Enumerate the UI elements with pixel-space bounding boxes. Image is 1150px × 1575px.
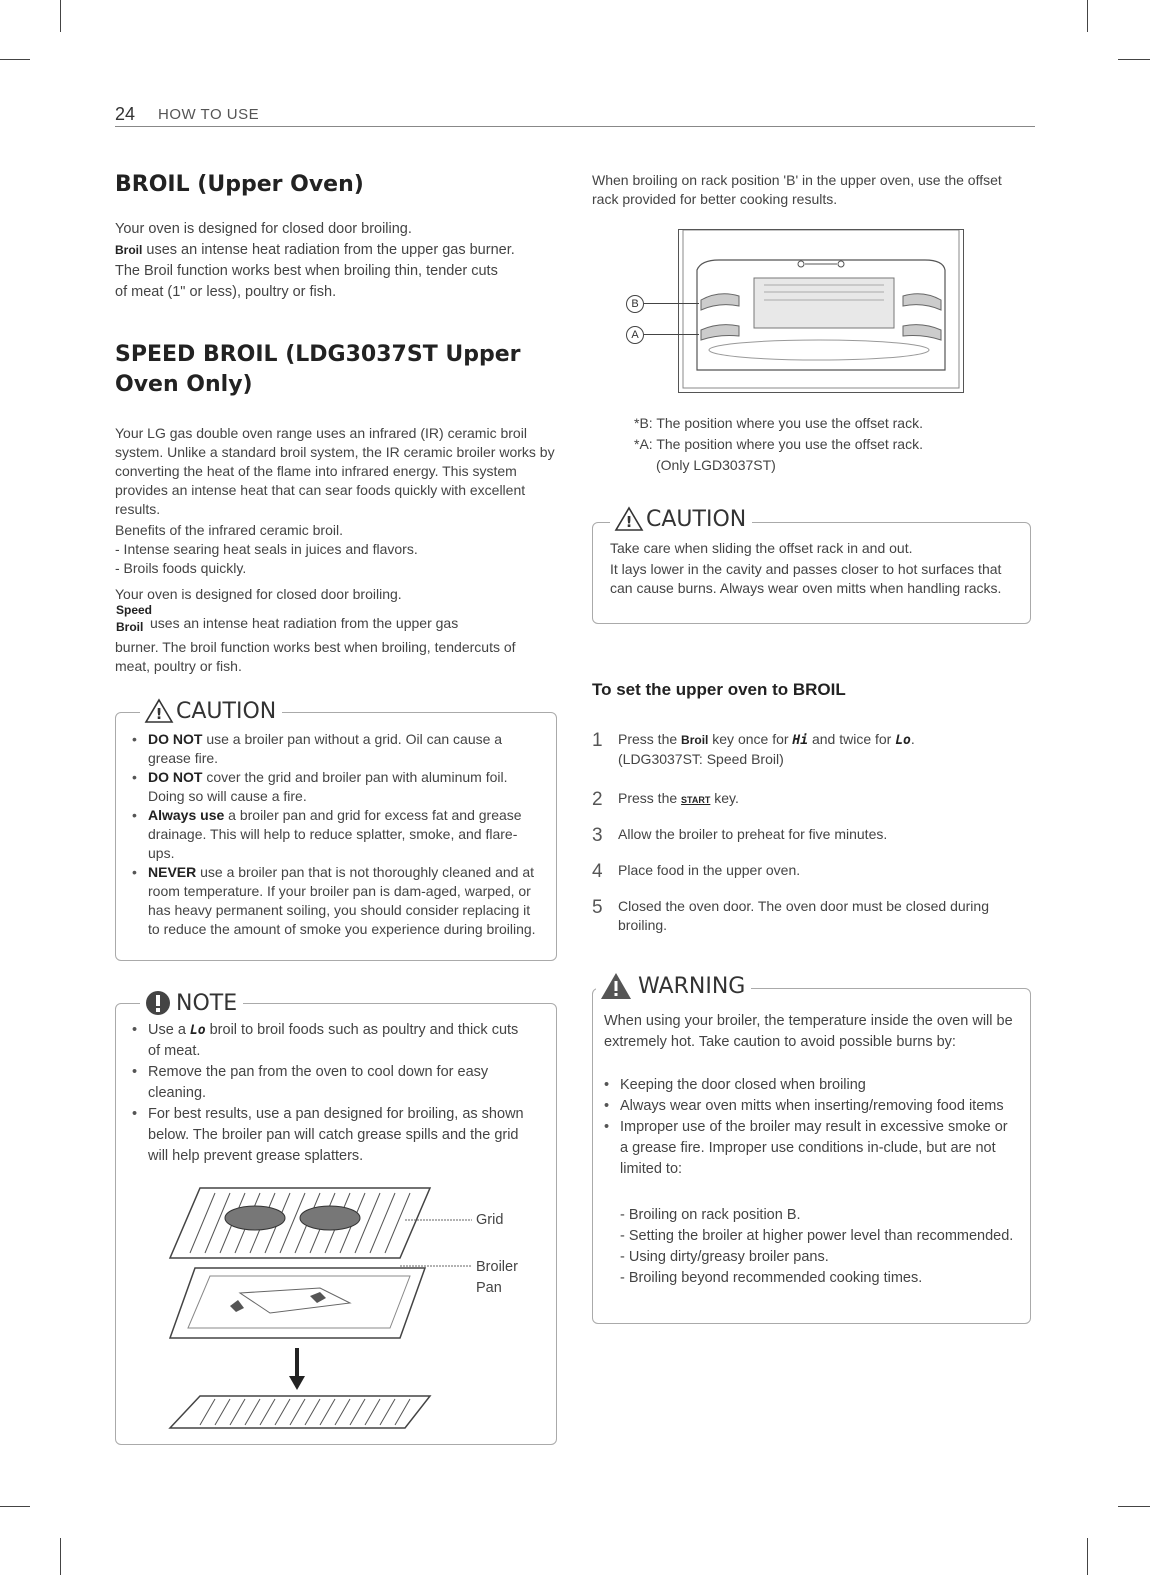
leader-line-b — [644, 303, 699, 304]
step-text-part: key once for — [712, 731, 789, 747]
oven-figure — [678, 229, 964, 393]
step-number: 4 — [592, 861, 603, 882]
note-text: broil to broil foods such as poultry and thick cuts of meat. — [148, 1022, 519, 1059]
note-item: • For best results, use a pan designed for broiling, as shown below. The broiler pan will catch grease spills and the grid will help prevent grease splatters. — [128, 1104, 528, 1167]
crop-mark — [60, 1538, 61, 1575]
step-number: 5 — [592, 897, 603, 918]
crop-mark — [1118, 59, 1150, 60]
caution-item — [128, 806, 538, 863]
caution-text: use a broiler pan that is not thoroughly cleaned and at room temperature. If your broiler pan is dam-aged, warped, or has heavy permanent soiling, you should consider replacing it to reduce the amount of smoke you experience during broiling. — [148, 864, 536, 937]
speed-broil-key-text: uses an intense heat radiation from the upper gas — [150, 615, 459, 631]
caution-item — [128, 863, 538, 939]
step-number: 1 — [592, 730, 603, 751]
warning-intro: When using your broiler, the temperature inside the oven will be extremely hot. Take caution to avoid possible burns by: — [604, 1013, 1013, 1050]
note-title-text: NOTE — [176, 990, 238, 1016]
broil-line — [115, 240, 565, 261]
caution-emph: NEVER — [148, 864, 197, 880]
warning-triangle-icon — [614, 506, 644, 532]
footnotes — [634, 413, 923, 476]
caution-title-text: CAUTION — [176, 698, 277, 724]
warning-title-text: WARNING — [638, 973, 746, 999]
warning-item: • Improper use of the broiler may result in excessive smoke or a grease fire. Improper use conditions in-clude, but are not limited to: — [600, 1117, 1015, 1180]
grid-label: Grid — [476, 1212, 504, 1228]
crop-mark — [0, 59, 30, 60]
footnote-b: *B: The position where you use the offset rack. — [634, 415, 923, 431]
benefits-block — [115, 521, 555, 578]
caution-right-text — [610, 539, 1015, 598]
speed-broil-heading-line: SPEED BROIL (LDG3037ST Upper — [115, 342, 521, 367]
svg-text:!: ! — [155, 705, 163, 723]
crop-mark — [60, 0, 61, 32]
section-title: HOW TO USE — [158, 106, 260, 123]
note-item — [128, 1020, 528, 1062]
set-broil-heading: To set the upper oven to BROIL — [592, 680, 846, 699]
crop-mark — [1087, 0, 1088, 32]
broil-line: The Broil function works best when broiling thin, tender cuts — [115, 263, 498, 279]
warning-triangle-icon — [600, 972, 632, 1000]
warning-subitem: - Using dirty/greasy broiler pans. — [620, 1249, 829, 1265]
step-4 — [592, 861, 1012, 882]
broil-line: Your oven is designed for closed door broiling. — [115, 221, 412, 237]
broil-heading: BROIL (Upper Oven) — [115, 172, 364, 197]
caution-emph: Always use — [148, 807, 225, 823]
caution-list — [128, 730, 538, 939]
caution-text: cover the grid and broiler pan with aluminum foil. Doing so will cause a fire. — [148, 769, 508, 804]
step-2 — [592, 789, 1012, 810]
caution-item — [128, 768, 538, 806]
broil-line-text: uses an intense heat radiation from the upper gas burner. — [146, 242, 515, 258]
rack-label-b — [626, 295, 644, 313]
rack-label-b-text: B — [631, 298, 639, 310]
step-text-part: Press the — [618, 731, 678, 747]
warning-title — [596, 972, 751, 1000]
header-rule — [115, 126, 1035, 127]
benefits-title: Benefits of the infrared ceramic broil. — [115, 522, 343, 538]
note-list — [128, 1020, 528, 1167]
broil-line: of meat (1" or less), poultry or fish. — [115, 284, 337, 300]
warning-triangle-icon — [144, 698, 174, 724]
caution-title — [610, 506, 752, 532]
step-number: 2 — [592, 789, 603, 810]
step-text-part: Press the — [618, 790, 678, 806]
hi-symbol: Hi — [792, 733, 809, 748]
caution-emph: DO NOT — [148, 769, 203, 785]
caution-text: a broiler pan and grid for excess fat and grease drainage. This will help to reduce splatter, smoke, and flare-ups. — [148, 807, 522, 861]
broil-key: Broil — [115, 243, 143, 257]
caution-right-line: It lays lower in the cavity and passes closer to hot surfaces that can cause burns. Always wear oven mitts when handling racks. — [610, 561, 1002, 596]
step-text-part: and twice for — [811, 731, 892, 747]
broiler-pan-illustration — [160, 1178, 480, 1438]
caution-item — [128, 730, 538, 768]
step-text: Press the Broil key once for Hi and twice for Lo. (LDG3037ST: Speed Broil) — [618, 730, 1012, 769]
step-text-part: key. — [714, 790, 739, 806]
speed-broil-tail: burner. The broil function works best when broiling, tendercuts of meat, poultry or fish. — [115, 639, 516, 674]
lo-symbol: Lo — [895, 733, 911, 748]
rack-intro: When broiling on rack position 'B' in the upper oven, use the offset rack provided for better cooking results. — [592, 172, 1002, 207]
warning-subitem: - Broiling beyond recommended cooking times. — [620, 1270, 923, 1286]
caution-right-line: Take care when sliding the offset rack in and out. — [610, 540, 913, 556]
step-number: 3 — [592, 825, 603, 846]
lo-symbol: Lo — [189, 1023, 206, 1038]
step-text: Allow the broiler to preheat for five minutes. — [618, 826, 888, 842]
step-text: Place food in the upper oven. — [618, 862, 801, 878]
speed-broil-key-line: Broil — [116, 620, 144, 634]
speed-broil-heading — [115, 340, 521, 401]
crop-mark — [1118, 1506, 1150, 1507]
broiler-pan-label — [476, 1257, 518, 1299]
step-5 — [592, 897, 1012, 935]
start-key: START — [681, 795, 711, 805]
caution-title — [140, 698, 282, 724]
warning-subitems — [620, 1205, 1015, 1289]
note-text: Use a — [148, 1022, 186, 1038]
footnote-a: *A: The position where you use the offset rack. — [634, 436, 923, 452]
warning-subitem: - Broiling on rack position B. — [620, 1207, 801, 1223]
speed-broil-key — [116, 604, 152, 634]
speed-broil-para: Your LG gas double oven range uses an infrared (IR) ceramic broil system. Unlike a standard broil system, the IR ceramic broiler works by converting the heat of the flame into infrared energy. This system provides an intense heat that can sear foods quickly with excellent results. — [115, 425, 555, 517]
caution-emph: DO NOT — [148, 731, 203, 747]
svg-text:!: ! — [625, 513, 633, 531]
broiler-pan-label-line: Pan — [476, 1280, 502, 1296]
speed-broil-key-line: Speed — [116, 603, 153, 617]
step-text — [618, 789, 1012, 810]
warning-item: • Keeping the door closed when broiling — [600, 1075, 1015, 1096]
note-item: • Remove the pan from the oven to cool down for easy cleaning. — [128, 1062, 528, 1104]
broil-key: Broil — [681, 733, 709, 747]
benefit-item: - Broils foods quickly. — [115, 560, 247, 576]
info-circle-icon — [144, 989, 172, 1017]
closed-door-text: Your oven is designed for closed door broiling. — [115, 586, 402, 602]
broil-text — [115, 219, 565, 303]
broiler-pan-label-line: Broiler — [476, 1259, 518, 1275]
oven-cavity-illustration — [679, 230, 963, 392]
note-title — [140, 989, 243, 1017]
warning-item: • Always wear oven mitts when inserting/removing food items — [600, 1096, 1015, 1117]
step-text-line: (LDG3037ST: Speed Broil) — [618, 751, 784, 767]
warning-subitem: - Setting the broiler at higher power level than recommended. — [620, 1228, 1014, 1244]
step-1 — [592, 730, 1012, 769]
benefit-item: - Intense searing heat seals in juices and flavors. — [115, 541, 418, 557]
crop-mark — [0, 1506, 30, 1507]
page-number: 24 — [115, 104, 136, 124]
step-3 — [592, 825, 1012, 846]
crop-mark — [1087, 1538, 1088, 1575]
footnote-a-note: (Only LGD3037ST) — [656, 457, 776, 473]
warning-list — [600, 1075, 1015, 1180]
step-text: Closed the oven door. The oven door must be closed during broiling. — [618, 898, 989, 933]
rack-label-a-text: A — [631, 329, 639, 341]
rack-label-a — [626, 326, 644, 344]
caution-text: use a broiler pan without a grid. Oil can cause a grease fire. — [148, 731, 503, 766]
caution-title-text: CAUTION — [646, 506, 747, 532]
leader-line-a — [644, 334, 699, 335]
speed-broil-heading-line: Oven Only) — [115, 372, 253, 398]
